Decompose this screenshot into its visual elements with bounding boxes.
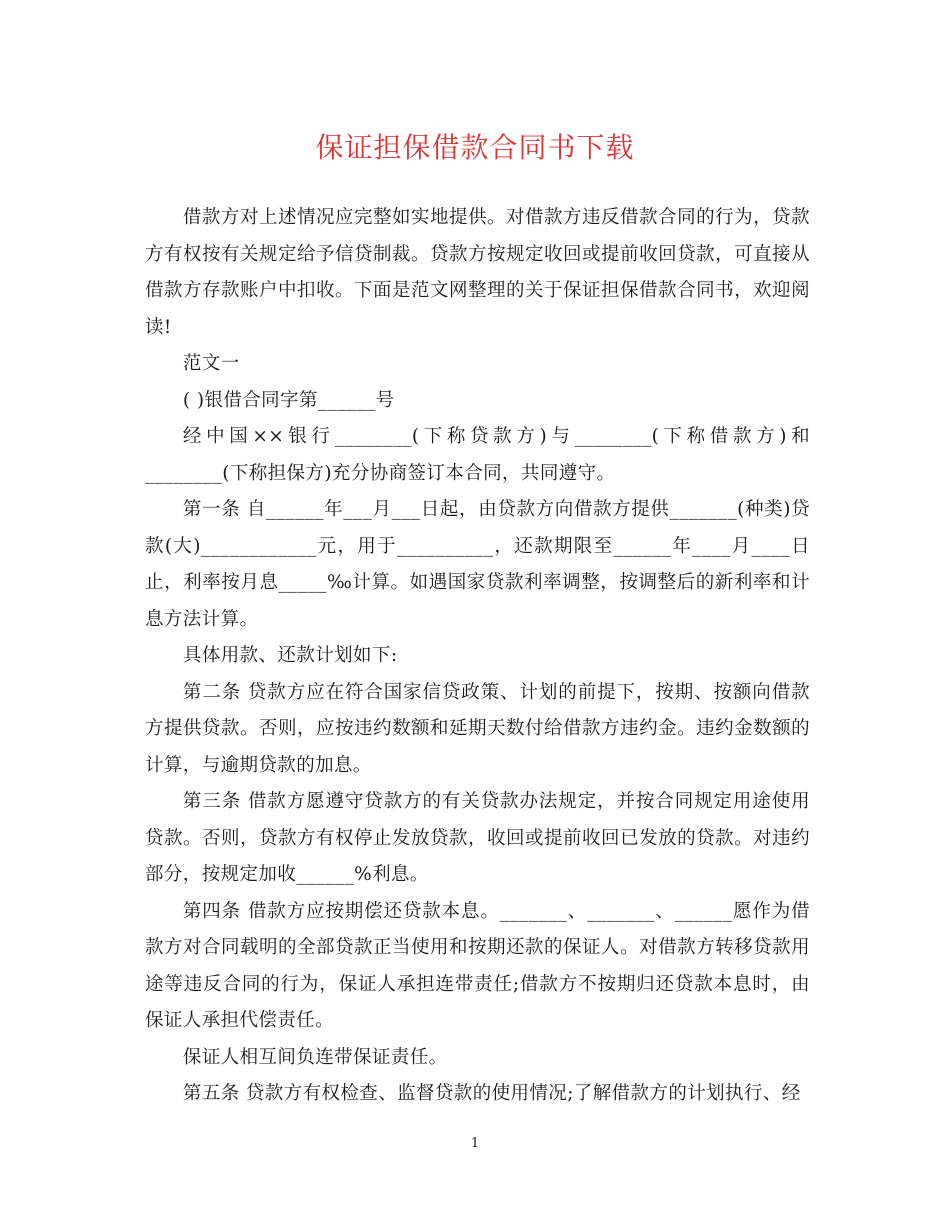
paragraph-plan: 具体用款、还款计划如下: <box>182 645 398 666</box>
paragraph-parties: 经中国××银行________(下称贷款方)与________(下称借款方)和________(下称担保方)充分协商签订本合同，共同遵守。 <box>145 426 810 484</box>
paragraph-intro: 借款方对上述情况应完整如实地提供。对借款方违反借款合同的行为，贷款方有权按有关规定给予信贷制裁。贷款方按规定收回或提前收回贷款，可直接从借款方存款账户中扣收。下面是范文网整理的关于保证担保借款合同书，欢迎阅读! <box>145 207 810 338</box>
paragraph-article-5: 第五条 贷款方有权检查、监督贷款的使用情况;了解借款方的计划执行、经 <box>182 1083 801 1104</box>
document-title: 保证担保借款合同书下载 <box>315 131 635 164</box>
paragraph-article-4: 第四条 借款方应按期偿还贷款本息。_______、_______、______愿作为借款方对合同载明的全部贷款正当使用和按期还款的保证人。对借款方转移贷款用途等违反合同的行为，保证人承担连带责任;借款方不按期归还贷款本息时，由保证人承担代偿责任。 <box>145 900 810 1031</box>
paragraph-contract-number: ( )银借合同字第______号 <box>182 389 395 411</box>
paragraph-guarantor-liability: 保证人相互间负连带保证责任。 <box>182 1046 448 1068</box>
paragraph-article-1: 第一条 自______年___月___日起，由贷款方向借款方提供_______(种类)贷款(大)____________元，用于__________，还款期限至______年____月____日止，利率按月息_____‰计算。如遇国家贷款利率调整，按调整后的新利率和计息方法计算。 <box>145 499 810 630</box>
paragraph-article-3: 第三条 借款方愿遵守贷款方的有关贷款办法规定，并按合同规定用途使用贷款。否则，贷款方有权停止发放贷款，收回或提前收回已发放的贷款。对违约部分，按规定加收______%利息。 <box>145 791 810 885</box>
document-body <box>145 200 810 1113</box>
page-number: 1 <box>470 1136 480 1151</box>
paragraph-article-2: 第二条 贷款方应在符合国家信贷政策、计划的前提下，按期、按额向借款方提供贷款。否则，应按违约数额和延期天数付给借款方违约金。违约金数额的计算，与逾期贷款的加息。 <box>145 681 810 776</box>
paragraph-sample-heading: 范文一 <box>182 353 240 374</box>
